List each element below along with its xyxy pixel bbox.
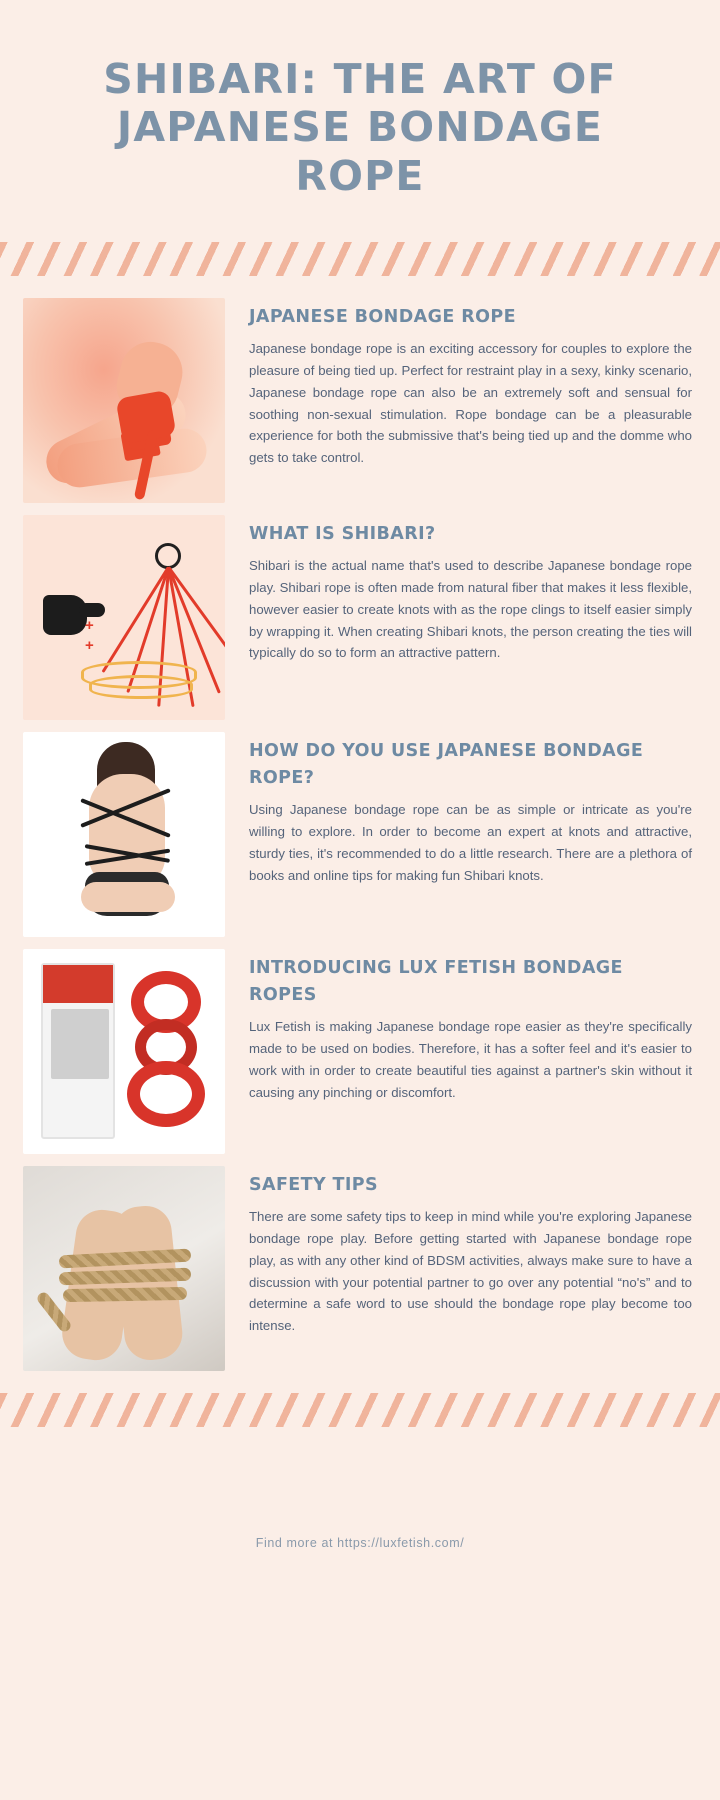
title-block [0, 0, 720, 200]
safety-tips-photo [23, 1166, 225, 1371]
footer [0, 1536, 720, 1800]
section-text: Using Japanese bondage rope can be as simple or intricate as you're willing to explore. In order to become an expert at knots and attractive, sturdy ties, it's recommended to do a little research. There are a plethora of books and online tips for making fun Shibari knots. [249, 802, 692, 883]
section-text: There are some safety tips to keep in mind while you're exploring Japanese bondage rope play. Before getting started with Japanese bondage rope play, as with any other kind of BDSM activities, always make sure to have a discussion with your potential partner to go over any potential “no's” and to determine a safe word to use should the bondage rope play become too intense. [249, 1209, 692, 1334]
section-text: Japanese bondage rope is an exciting accessory for couples to explore the pleasure of being tied up. Perfect for restraint play in a sexy, kinky scenario, Japanese bondage rope can also be an extremely soft and sensual for soothing non-sexual stimulation. Rope bondage can be a pleasurable experience for both the submissive that's being tied up and the domme who gets to take control. [249, 341, 692, 466]
japanese-bondage-rope-photo [23, 298, 225, 503]
section-title: SAFETY TIPS [249, 1175, 379, 1196]
section-body [249, 515, 692, 664]
section-title: JAPANESE BONDAGE ROPE [249, 307, 516, 328]
section-how-to-use [23, 732, 692, 937]
stripe-divider-bottom [0, 1393, 720, 1427]
stripe-divider-top [0, 242, 720, 276]
section-text: Lux Fetish is making Japanese bondage rope easier as they're specifically made to be used on bodies. Therefore, it has a softer feel and it's easier to work with in order to create beautiful ties against a partner's skin without it causing any pinching or discomfort. [249, 1019, 692, 1100]
section-what-is-shibari [23, 515, 692, 720]
section-lux-fetish-ropes [23, 949, 692, 1154]
shibari-illustration: + + [23, 515, 225, 720]
section-title: WHAT IS SHIBARI? [249, 524, 436, 545]
section-body [249, 949, 692, 1103]
section-body [249, 1166, 692, 1337]
section-japanese-bondage-rope [23, 298, 692, 503]
section-body [249, 298, 692, 469]
page-title: SHIBARI: THE ART OF JAPANESE BONDAGE ROPE [103, 55, 617, 200]
section-body [249, 732, 692, 886]
lux-fetish-product-photo [23, 949, 225, 1154]
section-text: Shibari is the actual name that's used to describe Japanese bondage rope play. Shibari rope is often made from natural fiber that makes it less flexible, however easier to create knots with as the rope clings to itself easier simply by wrapping it. When creating Shibari knots, the person creating the ties will typically do so to form an attractive pattern. [249, 558, 692, 661]
section-title: HOW DO YOU USE JAPANESE BONDAGE ROPE? [249, 741, 644, 789]
section-safety-tips [23, 1166, 692, 1371]
footer-link-text[interactable]: Find more at https://luxfetish.com/ [255, 1536, 465, 1550]
section-title: INTRODUCING LUX FETISH BONDAGE ROPES [249, 958, 623, 1006]
sections-list [0, 276, 720, 1371]
how-to-use-rope-photo [23, 732, 225, 937]
